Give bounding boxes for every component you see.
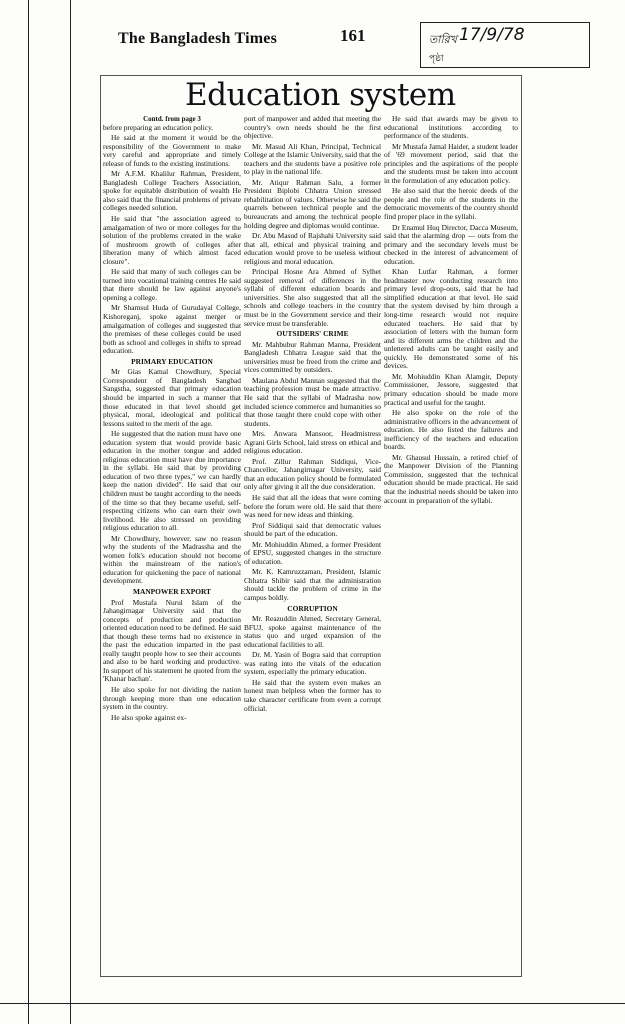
paragraph: Mr. Masud Ali Khan, Principal, Technical College at the Islamic University, said that the teachers and the students have a positive role to play in the national life. xyxy=(244,141,381,177)
paragraph: He also spoke for not dividing the nation through keeping more than one education system in the country. xyxy=(103,685,241,712)
date-stamp xyxy=(420,22,590,68)
subheading: OUTSIDERS' CRIME xyxy=(276,329,349,339)
left-inner-line xyxy=(70,0,71,1024)
paragraph: He said that "the association agreed to amalgamation of two or more colleges for the solution of the problems created in the wake of mushroom growth of colleges after liberation many of which almost faced closure". xyxy=(103,214,241,266)
paragraph: Mr. Atiqur Rahman Salu, a former President Biplobi Chhatra Union stressed rehabilitation of values. Otherwise he said the quarrels between technical people and the bureaucrats and among the technical people holding degree and diplomas would continue. xyxy=(244,177,381,230)
article-column-2 xyxy=(244,115,381,973)
paragraph: Mr Shamsul Huda of Gurudayal College, Kishoreganj, spoke against merger or amalgamation of colleges and suggested that the premises of these colleges could be used both as school and colleges in shifts to spread education. xyxy=(103,303,241,356)
paragraph: Mr A.F.M. Khalilur Rahman, President, Bangladesh College Teachers Association, spoke for equitable distribution of wealth He also said that the financial problems of private colleges needed solution. xyxy=(103,169,241,213)
left-margin-line xyxy=(28,0,29,1024)
paragraph: He said that the system even makes an honest man helpless when the former has to take character certificate from even a corrupt official. xyxy=(244,677,381,713)
paragraph: Dr. M. Yasin of Bogra said that corruption was eating into the vitals of the education system, especially the primary education. xyxy=(244,650,381,677)
paragraph: He said that all the ideas that were coming before the forum were old. He said that there was need for new ideas and thinking. xyxy=(244,492,381,520)
paragraph: Mr Mustafa Jamal Haider, a student leader of '69 movement period, said that the principles and the aspirations of the people and the students must be taken into account in the formulation of any education policy. xyxy=(384,141,518,185)
paragraph: He also spoke against ex- xyxy=(111,712,187,722)
paragraph: Mr. Mahbubur Rahman Manna, President Bangladesh Chhatra League said that the universities must be freed from the crime and vices committed by outsiders. xyxy=(244,339,381,375)
paragraph: Mr. Mohiuddin Khan Alamgir, Deputy Commissioner, Jessore, suggested that primary education should be made more practical and useful for the taught. xyxy=(384,371,518,407)
subheading: CORRUPTION xyxy=(287,603,338,613)
article-column-3 xyxy=(384,115,518,755)
subheading: MANPOWER EXPORT xyxy=(133,586,211,596)
paragraph: He said at the moment it would be the responsibility of the Government to make very careful and appropriate and timely release of funds to the existing institutions. xyxy=(103,133,241,168)
paragraph: Mr. Mohiuddin Ahmed, a former President of EPSU, suggested changes in the structure of education. xyxy=(244,539,381,566)
paragraph: He also said that the heroic deeds of the people and the role of the students in the democratic movements of the country should find proper place in the syllabi. xyxy=(384,186,518,222)
page-number: 161 xyxy=(340,26,366,45)
subheading: PRIMARY EDUCATION xyxy=(131,356,213,366)
stamp-date: 17/9/78 xyxy=(459,25,525,45)
paragraph: Dr Enamul Huq Director, Dacca Museum, said that the alarming drop — outs from the primary and the secondary levels must be checked in the interest of advancement of education. xyxy=(384,222,518,266)
paragraph: Mr. Ghausul Hussain, a retired chief of the Manpower Division of the Planning Commission, suggested that the technical education should be made practical. He said that the industrial needs should be taken into account in preparation of the syllabi. xyxy=(384,452,518,505)
paragraph: Dr. Abu Masud of Rajshahi University said that all, ethical and physical training and education would prove to be useless without religious and moral education. xyxy=(244,231,381,266)
stamp-date-label: তারিখ xyxy=(429,34,457,46)
article-column-1 xyxy=(103,115,241,975)
paragraph: He said that awards may be given to educational institutions according to performance of the students. xyxy=(384,115,518,141)
stamp-page-label: পৃষ্ঠা xyxy=(429,53,444,63)
paragraph: Prof. Zillur Rahman Siddiqui, Vice-Chancellor, Jahangirnagar University, said that an education policy should be formulated only after giving it all the due consideration. xyxy=(244,456,381,492)
paragraph: Prof Siddiqui said that democratic values should be part of the education. xyxy=(244,520,381,539)
bottom-margin-line xyxy=(0,1003,625,1004)
paragraph: Principal Hosne Ara Ahmed of Sylhet suggested removal of differences in the syllabi of different education boards and universities. She also suggested that all the schools and college teachers in the country must be in the Government service and their service must be transferable. xyxy=(244,267,381,328)
paragraph: Mr. Reazuddin Ahmed, Secretary General, BFUJ, spoke against maintenance of the status quo and urged expansion of the educational facilities to all. xyxy=(244,614,381,649)
paragraph: Mr. K. Kamruzzaman, President, Islamic Chhatra Shibir said that the administration should tackle the problem of crime in the campus boldly. xyxy=(244,567,381,602)
paragraph: Mrs. Anwara Mansoor, Headmistress Agrani Girls School, laid stress on ethical and religious education. xyxy=(244,429,381,456)
paragraph: He suggested that the nation must have one education system that would provide basic education in the mother tongue and added religious education must have due importance in the syllabi. He said that by providing education of two three types," we can hardly keep the nation divided". He said that our children must be taught according to the needs of the time so that they became useful, self-respecting citizens who can earn their own livelihood. He also stressed on providing religious education to all. xyxy=(103,429,241,533)
paragraph: He said that many of such colleges can be turned into vocational training centres He said that there should be law against anyone's opening a college. xyxy=(103,267,241,302)
paragraph: Maulana Abdul Mannan suggested that the teaching profession must be made attractive. He said that the syllabi of Madrasha now included science commerce and humanities so that those taught there could cope with other students. xyxy=(244,375,381,428)
paragraph: Khan Lutfar Rahman, a former headmaster now conducting research into primary level drop-outs, said that he had simplified education at that level. He said that the system devised by him through a long-time research would not require educated teachers. He said that by association of letters with the human form and its different arms the children and the unlettered adults can be taught easily and quickly. He demonstrated some of his devices. xyxy=(384,267,518,371)
paragraph: Mr Gias Kamal Chowdhury, Special Correspondent of Bangladesh Sangbad Sangstha, suggested that primary education should be imparted in such a manner that those educated in that level should get physical, moral, ideological and political lessons suited to the merit of the age. xyxy=(103,367,241,428)
headline: Education system xyxy=(185,77,456,113)
paragraph: port of manpower and added that meeting the country's own needs should be the first objective. xyxy=(244,115,381,141)
paragraph: before preparing an education policy. xyxy=(103,122,214,132)
masthead: The Bangladesh Times xyxy=(118,30,278,47)
paragraph: He also spoke on the role of the administrative officers in the advancement of education. He also listed the failures and inefficiency of the teachers and education boards. xyxy=(384,408,518,452)
continued-note: Contd. from page 3 xyxy=(143,115,201,123)
paragraph: Mr Chowdhury, however, saw no reason why the students of the Madrassha and the women folk's education should not become within the mainstream of the nation's education for quickening the pace of national development. xyxy=(103,533,241,586)
paragraph: Prof Mustafa Nurul Islam of the Jahangirnagar University said that the concepts of production and production oriented education need to be defined. He said that though these terms had no existence in the past the education imparted in the past really taught people how to see their accounts and also to be hard working and productive. In support of his statement he quoted from the 'Khanar bachan'. xyxy=(103,597,241,684)
